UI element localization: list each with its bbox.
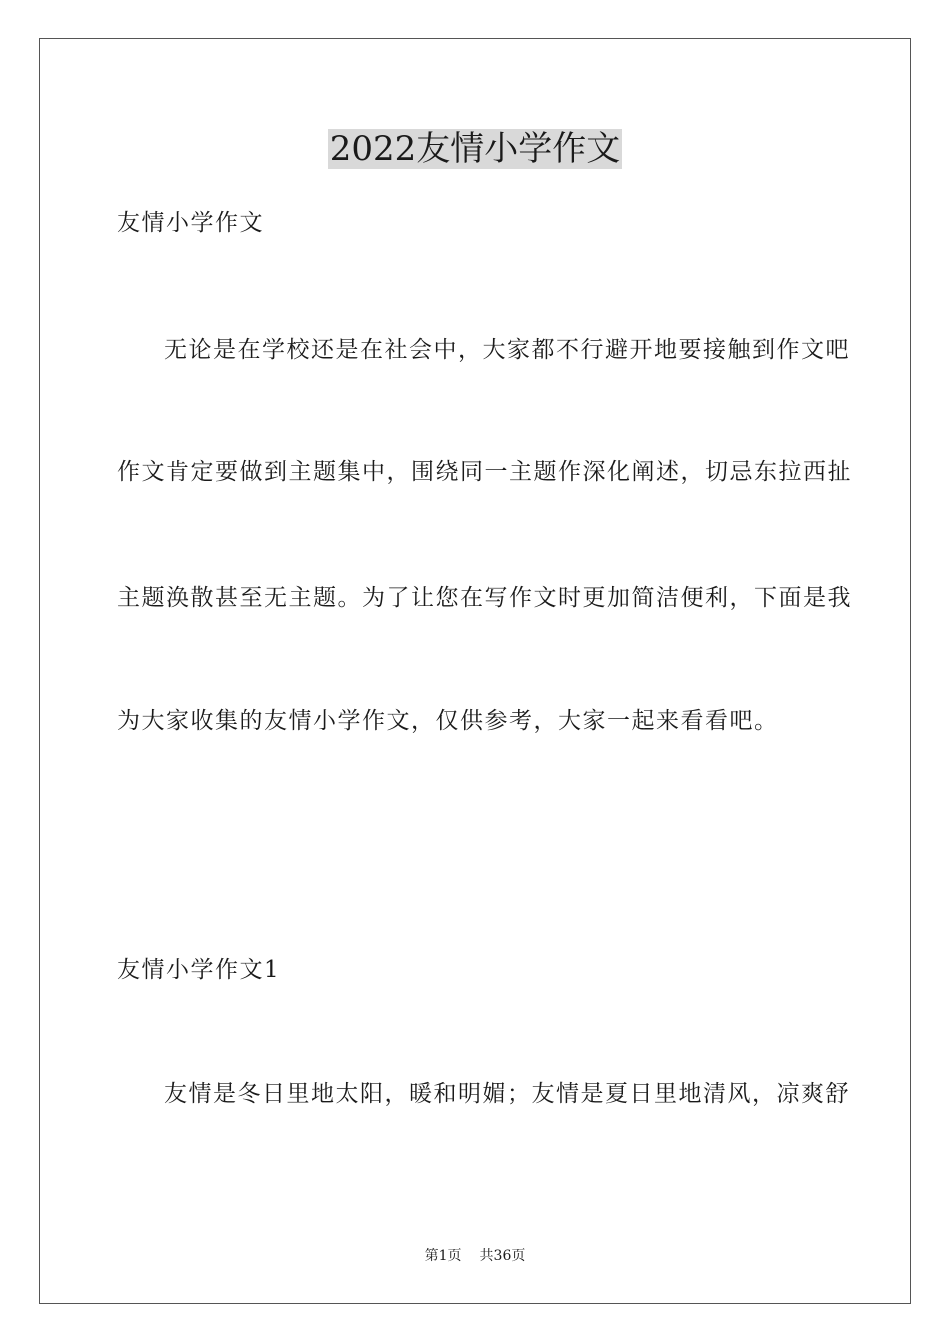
- paragraph-line: 作文肯定要做到主题集中，围绕同一主题作深化阐述，切忌东拉西扯: [117, 459, 852, 485]
- page-footer: [0, 1247, 950, 1265]
- paragraph-line: 无论是在学校还是在社会中，大家都不行避开地要接触到作文吧: [164, 337, 850, 363]
- paragraph-line: 友情是冬日里地太阳，暖和明媚；友情是夏日里地清风，凉爽舒: [164, 1081, 850, 1107]
- document-subtitle: 友情小学作文: [117, 210, 264, 236]
- document-title-text: 2022友情小学作文: [329, 129, 621, 169]
- section-heading: 友情小学作文1: [117, 957, 281, 983]
- document-title: [0, 126, 950, 172]
- page-total: 共36页: [479, 1248, 526, 1264]
- page-number: 第1页: [424, 1248, 462, 1264]
- paragraph-line: 为大家收集的友情小学作文，仅供参考，大家一起来看看吧。: [117, 708, 779, 734]
- paragraph-line: 主题涣散甚至无主题。为了让您在写作文时更加简洁便利，下面是我: [117, 585, 852, 611]
